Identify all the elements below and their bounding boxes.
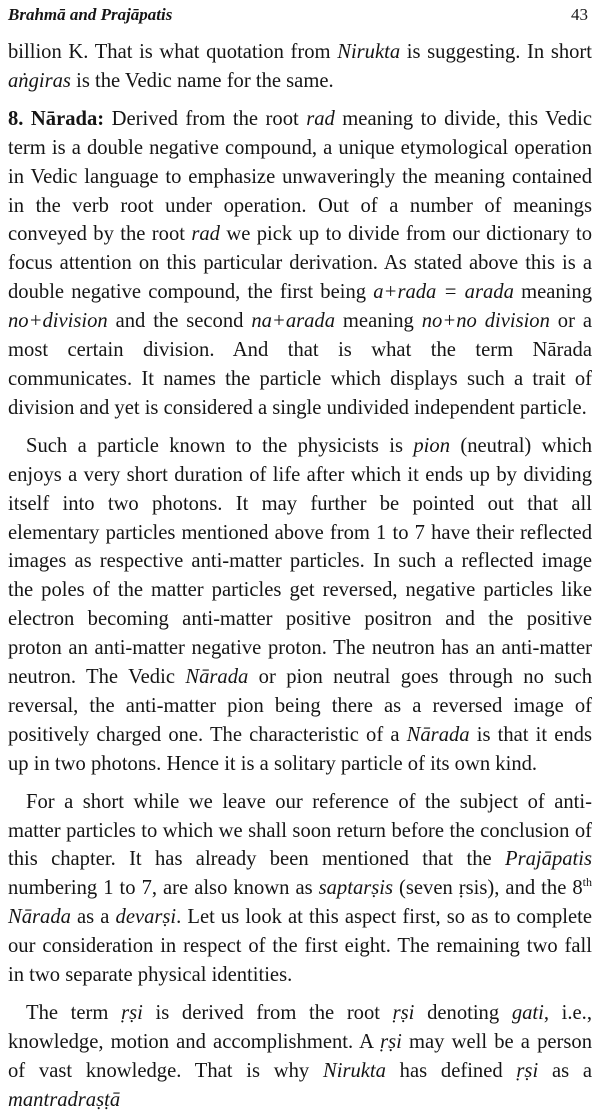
paragraph-pion [8, 432, 592, 779]
italic-term: devarṣi [115, 906, 177, 929]
text-run: may well be a person of vast knowledge. That is why [8, 1030, 592, 1082]
text-run: meaning [335, 310, 422, 333]
italic-term: na+arada [251, 310, 336, 333]
italic-term: pion [413, 434, 450, 457]
italic-term: Nirukta [322, 1059, 386, 1082]
text-run: and the second [107, 310, 252, 333]
text-run: as a [70, 906, 116, 929]
running-header [8, 2, 588, 28]
text-run: is that it ends up in two photons. Hence it is a solitary particle of its own kind. [8, 723, 592, 775]
italic-term: rad [306, 107, 335, 130]
paragraph-saptarsis [8, 788, 592, 990]
italic-term: no+no division [421, 310, 550, 333]
text-run: or a most certain division. And that is what the term Nārada communicates. It names the particle which displays such a trait of division and yet is considered a single undivided independent particle. [8, 310, 592, 419]
text-run: is derived from the root [142, 1002, 393, 1024]
italic-term: ṛṣi [392, 1002, 415, 1024]
paragraph-rsi [8, 999, 592, 1115]
text-run: For a short while we leave our reference of the subject of anti-matter particles to which we shall soon return before the conclusion of this chapter. It has already been mentioned that the [8, 790, 592, 871]
text-run: . Let us look at this aspect first, so as to complete our consideration in respect of the first eight. The remaining two fall in two separate physical identities. [8, 906, 593, 987]
italic-term: saptarṣis [318, 877, 394, 900]
running-title: Brahmā and Prajāpatis [8, 5, 173, 24]
text-run: Derived from the root [104, 107, 307, 130]
italic-term: ṛṣi [380, 1030, 402, 1053]
text-run: meaning to divide, this Vedic term is a double negative compound, a unique etymological operation in Vedic language to emphasize unwaveringly the meaning contained in the verb root under operation. Out of a number of meanings conveyed by the root [8, 107, 592, 246]
text-run: (seven ṛsis), and the 8 [393, 877, 583, 900]
page-body [8, 38, 592, 1115]
section-heading: 8. Nārada: [8, 107, 105, 130]
italic-term: mantradraṣṭā [8, 1088, 121, 1111]
ordinal-superscript: th [582, 875, 592, 890]
italic-term: aṅgiras [8, 69, 71, 92]
italic-term: rad [191, 223, 220, 246]
text-run: is the Vedic name for the same. [70, 69, 334, 92]
italic-term: a+rada = arada [373, 281, 514, 304]
italic-term: ṛṣi [516, 1059, 539, 1082]
italic-term: Nirukta [337, 41, 401, 63]
italic-term: gati [511, 1002, 544, 1024]
italic-term: ṛṣi [121, 1002, 143, 1024]
text-run: as a [538, 1059, 593, 1082]
italic-term: Nārada [185, 666, 249, 689]
italic-term: Nārada [406, 723, 470, 746]
text-run: billion K. That is what quotation from [8, 41, 338, 63]
text-run: Such a particle known to the physicists is [26, 434, 414, 457]
text-run: meaning [513, 281, 592, 304]
paragraph-1 [8, 38, 592, 96]
text-run: (neutral) which enjoys a very short duration of life after which it ends up by dividing itself into two photons. It may further be pointed out that all elementary particles mentioned above from 1 to 7 have their reflected images as respective anti-matter particles. In such a reflected image the poles of the matter particles get reversed, negative particles like electron becoming anti-matter positive positron and the positive proton an anti-matter negative proton. The neutron has an anti-matter neutron. The Vedic [8, 434, 592, 689]
page-number: 43 [571, 5, 588, 24]
paragraph-narada-definition [8, 105, 592, 423]
text-run: we pick up to divide from our dictionary to focus attention on this particular derivation. As stated above this is a double negative compound, the first being [8, 223, 592, 304]
text-run: is suggesting. In short [400, 41, 593, 63]
text-run: or pion neutral goes through no such reversal, the anti-matter pion being there as a reversed image of positively charged one. The characteristic of a [8, 666, 592, 746]
text-run: has defined [385, 1059, 517, 1082]
italic-term: no+division [8, 310, 108, 333]
text-run: denoting [414, 1002, 512, 1024]
text-run: , i.e., knowledge, motion and accomplishment. A [8, 1002, 592, 1053]
italic-term: Prajāpatis [505, 848, 592, 871]
text-run: The term [26, 1002, 122, 1024]
italic-term: Nārada [8, 906, 71, 929]
text-run: numbering 1 to 7, are also known as [8, 877, 319, 900]
